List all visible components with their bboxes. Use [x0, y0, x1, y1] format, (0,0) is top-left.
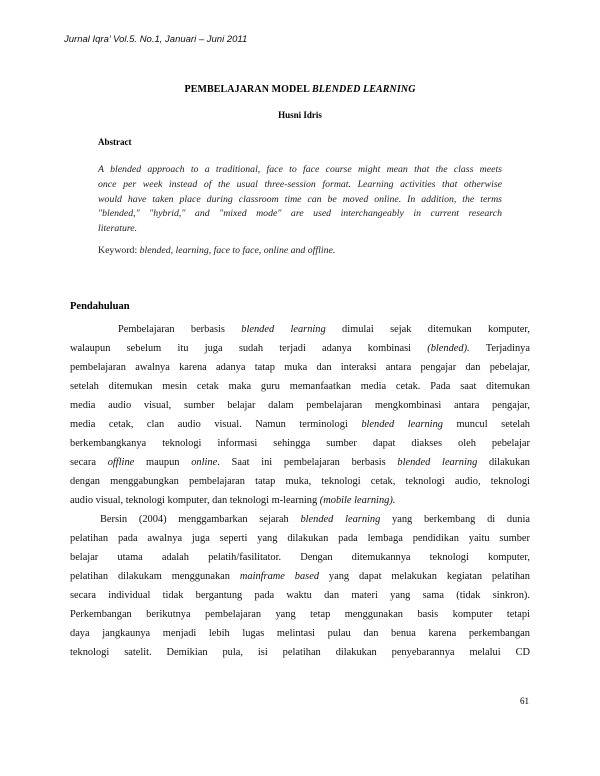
- section-heading: Pendahuluan: [70, 301, 130, 312]
- body-line: [70, 377, 530, 396]
- paper-title: [0, 84, 600, 95]
- text-run: yang berkembang di dunia: [380, 514, 530, 525]
- abstract-line: once per week instead of the usual three-session format. Learning activities that otherwise: [98, 178, 502, 190]
- page-number: 61: [520, 696, 529, 706]
- body-line: [70, 529, 530, 548]
- text-run: Bersin (2004) menggambarkan sejarah: [100, 514, 301, 525]
- body-line: [70, 567, 530, 586]
- text-run: dilakukan: [477, 457, 530, 468]
- text-run: media cetak, clan audio visual. Namun terminologi: [70, 419, 362, 430]
- italic-term: offline: [107, 457, 135, 468]
- text-run: dengan menggabungkan pembelajaran tatap muka, teknologi cetak, teknologi audio, teknologi: [70, 476, 530, 487]
- text-run: pembelajaran awalnya karena adanya tatap muka dan interaksi antara pengajar dan pebelajar,: [70, 362, 530, 373]
- text-run: Pembelajaran berbasis: [118, 324, 242, 335]
- body-line: [70, 434, 530, 453]
- text-run: . Saat ini pembelajaran berbasis: [217, 457, 398, 468]
- title-italic: BLENDED LEARNING: [311, 84, 416, 95]
- text-run: muncul setelah: [442, 419, 531, 430]
- body-line: [70, 548, 530, 567]
- text-run: pelatihan dilakukam menggunakan: [70, 571, 240, 582]
- body-line: [70, 472, 530, 491]
- text-run: audio visual, teknologi komputer, dan teknologi m-learning: [70, 495, 320, 506]
- italic-term: mainframe based: [239, 571, 320, 582]
- text-run: belajar utama adalah pelatih/fasilitator. Dengan ditemukannya teknologi komputer,: [70, 552, 530, 563]
- abstract-heading: Abstract: [98, 137, 132, 147]
- italic-term: blended learning: [300, 514, 381, 525]
- paragraph-2: [70, 510, 530, 662]
- body-line: [70, 339, 530, 358]
- italic-term: (mobile learning).: [319, 495, 396, 506]
- italic-term: blended learning: [397, 457, 478, 468]
- body-line: [70, 586, 530, 605]
- keywords: [98, 245, 335, 256]
- text-run: maupun: [134, 457, 192, 468]
- italic-term: online: [191, 457, 218, 468]
- italic-term: blended learning: [361, 419, 443, 430]
- body-line: [70, 453, 530, 472]
- text-run: media audio visual, sumber belajar dalam pembelajaran mengkombinasi antara pengajar,: [70, 400, 530, 411]
- text-run: Terjadinya: [469, 343, 530, 354]
- text-run: Perkembangan berikutnya pembelajaran yang tetap menggunakan basis komputer tetapi: [70, 609, 530, 620]
- journal-header: Jurnal Iqra’ Vol.5. No.1, Januari – Juni 2011: [64, 34, 248, 45]
- abstract-line: "blended," "hybrid," and "mixed mode" are used interchangeably in current research: [98, 208, 502, 220]
- body-line: [70, 605, 530, 624]
- body-line: [70, 510, 530, 529]
- italic-term: blended learning: [241, 324, 326, 335]
- text-run: dimulai sejak ditemukan komputer,: [325, 324, 530, 335]
- abstract-line: A blended approach to a traditional, face to face course might mean that the class meets: [98, 164, 502, 175]
- body-text: [70, 320, 530, 662]
- text-run: berkembangkanya teknologi informasi sehingga sumber dapat diakses oleh pebelajar: [70, 438, 530, 449]
- body-line: [70, 358, 530, 377]
- text-run: daya jangkaunya menjadi lebih lugas melintasi pulau dan benua karena perkembangan: [70, 628, 530, 639]
- author-name: Husni Idris: [278, 110, 322, 120]
- abstract-body: [98, 163, 502, 237]
- body-line: [70, 491, 530, 510]
- body-line: [70, 643, 530, 662]
- body-line: [70, 396, 530, 415]
- text-run: teknologi satelit. Demikian pula, isi pelatihan dilakukan penyebarannya melalui CD: [70, 647, 530, 658]
- text-run: yang dapat melakukan kegiatan pelatihan: [319, 571, 530, 582]
- title-plain: PEMBELAJARAN MODEL: [184, 84, 312, 95]
- body-line: [70, 320, 530, 339]
- italic-term: (blended).: [427, 343, 470, 354]
- keyword-values: blended, learning, face to face, online and offline.: [139, 245, 336, 256]
- body-line: [70, 415, 530, 434]
- abstract-line: literature.: [98, 223, 138, 235]
- text-run: pelatihan pada awalnya juga seperti yang dilakukan pada lembaga pendidikan yaitu sumber: [70, 533, 530, 544]
- keyword-label: Keyword:: [98, 245, 140, 256]
- text-run: setelah ditemukan mesin cetak maka guru memanfaatkan media cetak. Pada saat ditemukan: [70, 381, 530, 392]
- body-line: [70, 624, 530, 643]
- paragraph-1: [70, 320, 530, 510]
- text-run: secara: [70, 457, 108, 468]
- abstract-line: would have taken place during classroom time can be moved online. In addition, the terms: [98, 193, 502, 205]
- text-run: secara individual tidak bergantung pada waktu dan materi yang sama (tidak sinkron).: [70, 590, 530, 601]
- text-run: walaupun sebelum itu juga sudah terjadi adanya kombinasi: [70, 343, 428, 354]
